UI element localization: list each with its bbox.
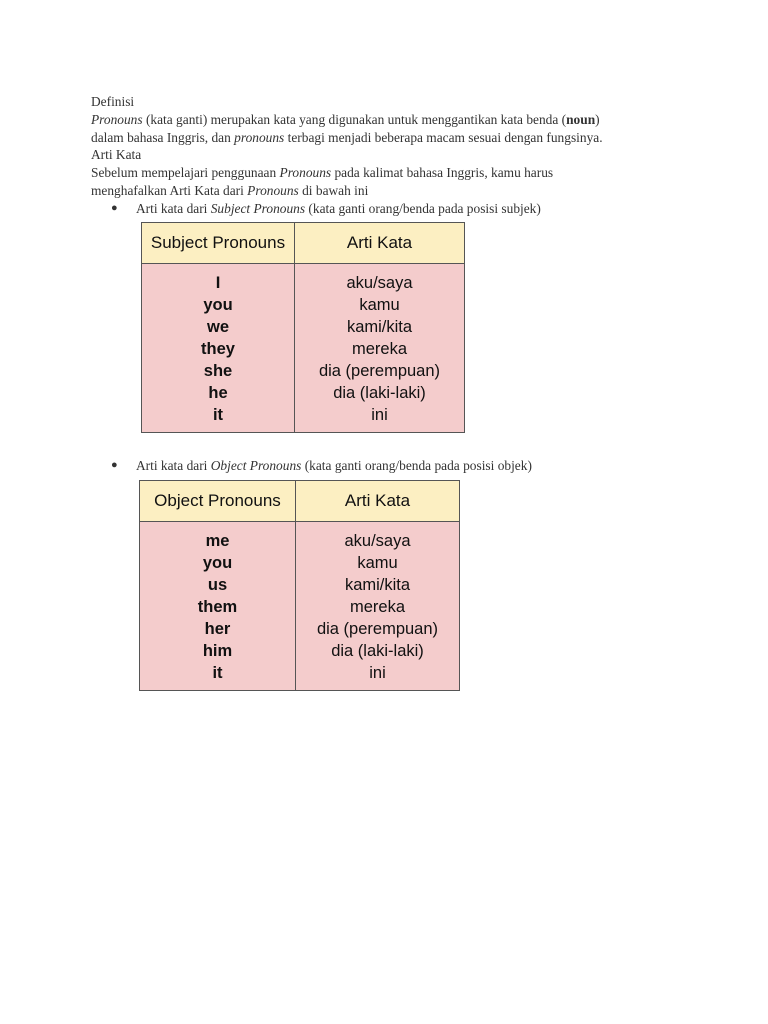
object-pronoun: you bbox=[202, 554, 233, 572]
subject-pronoun: he bbox=[208, 384, 228, 402]
subject-meaning: mereka bbox=[351, 340, 408, 358]
object-meaning: aku/saya bbox=[344, 532, 411, 550]
subject-pronoun: she bbox=[203, 362, 233, 380]
bullet-object-text-2: (kata ganti orang/benda pada posisi objek) bbox=[301, 458, 532, 473]
subject-meaning: dia (perempuan) bbox=[318, 362, 441, 380]
definition-text: (kata ganti) merupakan kata yang digunakan untuk menggantikan kata benda ( bbox=[142, 111, 567, 127]
subject-meaning: dia (laki-laki) bbox=[333, 384, 426, 402]
bullet-dot-icon: ● bbox=[111, 459, 118, 471]
subject-pronoun: they bbox=[201, 340, 235, 358]
intro-text-2: pada kalimat bahasa Inggris, kamu harus bbox=[331, 165, 554, 181]
bullet-object-italic: Object Pronouns bbox=[210, 458, 302, 473]
subject-meaning: ini bbox=[371, 406, 388, 424]
intro-pronouns-term-2: Pronouns bbox=[247, 182, 299, 198]
definition-text-3: terbagi menjadi beberapa macam sesuai dengan fungsinya. bbox=[284, 129, 603, 145]
pronouns-term: Pronouns bbox=[91, 111, 143, 127]
object-meaning: kami/kita bbox=[344, 576, 411, 594]
object-meaning: kamu bbox=[357, 554, 398, 572]
subject-header-arti-kata: Arti Kata bbox=[295, 223, 465, 264]
subject-header-pronouns: Subject Pronouns bbox=[142, 223, 295, 264]
object-pronoun: it bbox=[212, 664, 223, 682]
subject-pronoun: we bbox=[206, 318, 229, 336]
intro-text-3: menghafalkan Arti Kata dari bbox=[91, 182, 248, 198]
intro-text-4: di bawah ini bbox=[298, 182, 369, 198]
bullet-dot-icon: ● bbox=[111, 201, 118, 214]
object-meaning: dia (laki-laki) bbox=[331, 642, 424, 660]
pronouns-term-2: pronouns bbox=[234, 129, 285, 145]
object-meaning: mereka bbox=[349, 598, 406, 616]
subject-pronoun: it bbox=[212, 406, 224, 424]
object-pronoun: them bbox=[197, 598, 238, 616]
intro-text: Sebelum mempelajari penggunaan bbox=[91, 165, 280, 181]
bullet-subject-italic: Subject Pronouns bbox=[210, 200, 306, 216]
subject-pronoun: you bbox=[203, 296, 233, 314]
definition-close-paren: ) bbox=[595, 111, 600, 127]
bullet-subject-pronouns bbox=[91, 200, 731, 218]
subject-pronouns-table bbox=[141, 222, 465, 433]
object-meaning-list bbox=[296, 522, 460, 691]
subject-meaning: aku/saya bbox=[346, 274, 413, 292]
intro-line-2 bbox=[91, 182, 731, 200]
intro-pronouns-term: Pronouns bbox=[279, 165, 332, 181]
subject-pronoun-list bbox=[142, 264, 295, 433]
arti-kata-heading: Arti Kata bbox=[91, 147, 142, 163]
subject-meaning: kamu bbox=[359, 296, 400, 314]
object-pronoun: her bbox=[204, 620, 231, 638]
subject-meaning: kami/kita bbox=[346, 318, 413, 336]
object-pronoun: him bbox=[202, 642, 233, 660]
intro-line-1 bbox=[91, 164, 731, 182]
document-body bbox=[91, 93, 731, 218]
bullet-object-pronouns bbox=[91, 457, 532, 475]
object-meaning: ini bbox=[369, 664, 386, 682]
definisi-heading: Definisi bbox=[91, 94, 135, 109]
bullet-subject-text-2: (kata ganti orang/benda pada posisi subjek) bbox=[305, 200, 541, 216]
object-header-arti-kata: Arti Kata bbox=[296, 481, 460, 522]
definition-text-2: dalam bahasa Inggris, dan bbox=[91, 129, 235, 145]
bullet-subject-text: Arti kata dari bbox=[136, 200, 211, 216]
object-meaning: dia (perempuan) bbox=[316, 620, 439, 638]
object-pronoun-list bbox=[140, 522, 296, 691]
definition-line-2 bbox=[91, 129, 731, 147]
subject-pronoun: I bbox=[215, 274, 221, 292]
bullet-object-text: Arti kata dari bbox=[136, 458, 211, 473]
subject-meaning-list bbox=[295, 264, 465, 433]
object-header-pronouns: Object Pronouns bbox=[140, 481, 296, 522]
noun-term: noun bbox=[566, 111, 596, 127]
object-pronoun: us bbox=[207, 576, 228, 594]
object-pronoun: me bbox=[205, 532, 230, 550]
object-pronouns-table bbox=[139, 480, 460, 691]
definition-line-1 bbox=[91, 111, 731, 129]
